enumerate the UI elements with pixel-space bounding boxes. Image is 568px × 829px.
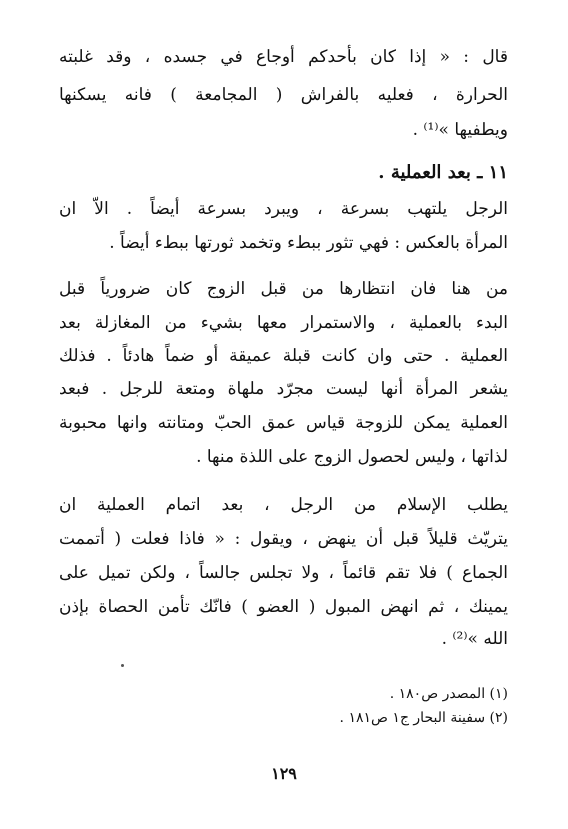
page-number: ١٢٩ <box>271 764 297 783</box>
paragraph-3-line-4: يشعر المرأة أنها ليست مجرّد ملهاة ومتعة للرجل . فبعد <box>59 379 508 399</box>
paragraph-2-line-1: الرجل يلتهب بسرعة ، ويبرد بسرعة أيضاً . الاّ ان <box>59 199 508 219</box>
paragraph-1-line-2: الحرارة ، فعليه بالفراش ( المجامعة ) فانه يسكنها <box>59 85 508 105</box>
paragraph-4-line-5: الله »⁽²⁾ . <box>441 629 508 649</box>
paragraph-4-line-3: الجماع ) فلا تقم قائماً ، ولا تجلس جالساً ، ولكن تميل على <box>59 563 508 583</box>
paragraph-2-line-2: المرأة بالعكس : فهي تثور ببطء وتخمد ثورتها ببطء أيضاً . <box>109 233 508 253</box>
stray-dot <box>121 664 124 667</box>
paragraph-4-line-4: يمينك ، ثم انهض المبول ( العضو ) فانّك تأمن الحصاة بإذن <box>59 597 508 617</box>
paragraph-3-line-5: العملية يمكن للزوجة قياس عمق الحبّ ومتانته وانها محبوبة <box>59 413 508 433</box>
paragraph-4-line-2: يتريّث قليلاً قبل أن ينهض ، ويقول : « فاذا فعلت ( أتممت <box>59 529 508 549</box>
footnote-2: (٢) سفينة البحار ج١ ص١٨١ . <box>339 710 508 726</box>
paragraph-1-line-1: قال : « إذا كان بأحدكم أوجاع في جسده ، وقد غلبته <box>59 47 508 67</box>
paragraph-3-line-2: البدء بالعملية ، والاستمرار معها بشيء من المغازلة بعد <box>59 313 508 333</box>
paragraph-3-line-3: العملية . حتى وان كانت قبلة عميقة أو ضماً هادئاً . فذلك <box>59 346 508 366</box>
section-heading: ١١ ـ بعد العملية . <box>378 162 508 183</box>
paragraph-3-line-1: من هنا فان انتظارها من قبل الزوج كان ضرورياً قبل <box>59 279 508 299</box>
paragraph-4-line-1: يطلب الإسلام من الرجل ، بعد اتمام العملية ان <box>59 495 508 515</box>
footnote-1: (١) المصدر ص١٨٠ . <box>389 686 508 702</box>
paragraph-1-line-3: ويطفيها »⁽¹⁾ . <box>412 120 508 140</box>
paragraph-3-line-6: لذاتها ، وليس لحصول الزوج على اللذة منها . <box>196 447 508 467</box>
